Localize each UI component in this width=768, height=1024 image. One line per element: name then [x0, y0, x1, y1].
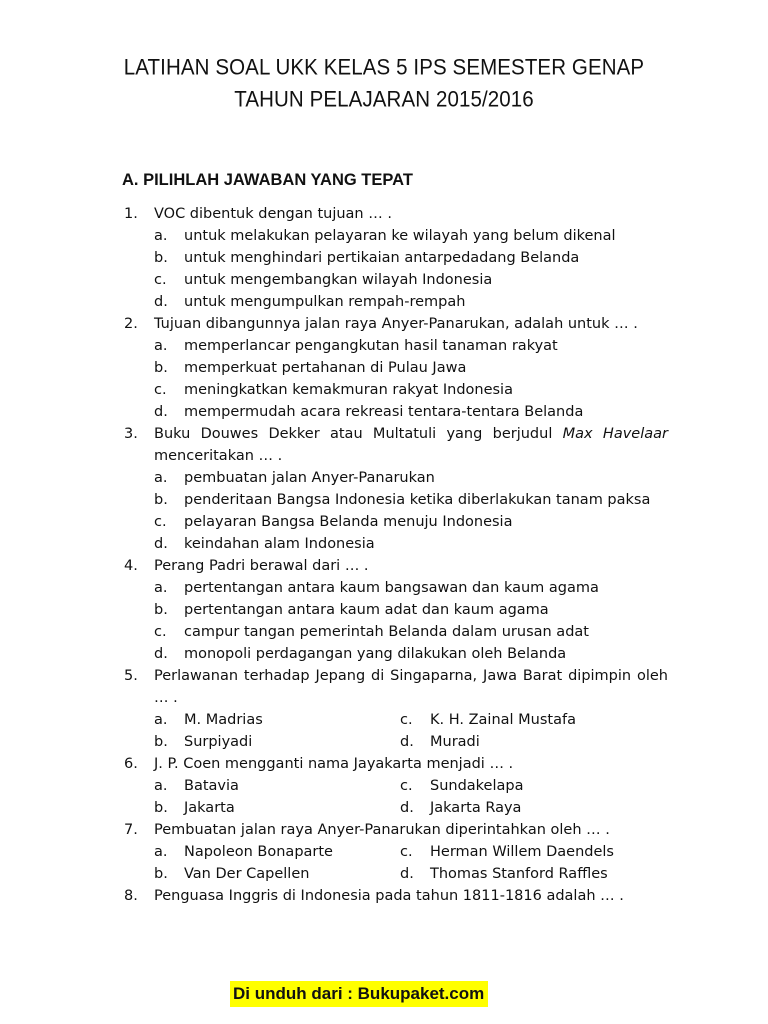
question-1 [0, 203, 768, 313]
question-text: Buku Douwes Dekker atau Multatuli yang berjudul Max Havelaar menceritakan … . [154, 426, 668, 464]
option-b: b. penderitaan Bangsa Indonesia ketika diberlakukan tanam paksa [0, 489, 768, 511]
option-c: c. campur tangan pemerintah Belanda dalam urusan adat [0, 621, 768, 643]
question-list [0, 203, 768, 907]
option-a: a. Napoleon Bonaparte [0, 841, 260, 863]
option-d: d. Thomas Stanford Raffles [0, 863, 260, 885]
option-c: c. K. H. Zainal Mustafa [0, 709, 260, 731]
option-a: a. pertentangan antara kaum bangsawan dan kaum agama [0, 577, 768, 599]
option-text: pelayaran Bangsa Belanda menuju Indonesia [184, 514, 513, 530]
option-b: b. pertentangan antara kaum adat dan kaum agama [0, 599, 768, 621]
option-list [0, 225, 768, 313]
option-d: d. monopoli perdagangan yang dilakukan oleh Belanda [0, 643, 768, 665]
option-a: a. pembuatan jalan Anyer-Panarukan [0, 467, 768, 489]
option-text: meningkatkan kemakmuran rakyat Indonesia [184, 382, 513, 398]
option-b: b. Van Der Capellen [0, 863, 260, 885]
option-c: c. Herman Willem Daendels [0, 841, 260, 863]
option-c: c. Sundakelapa [0, 775, 260, 797]
option-b: b. memperkuat pertahanan di Pulau Jawa [0, 357, 768, 379]
option-d: d. Muradi [0, 731, 260, 753]
option-grid [0, 841, 768, 885]
question-number: 4. [124, 558, 138, 574]
option-text: untuk menghindari pertikaian antarpedadang Belanda [184, 250, 580, 266]
question-6 [0, 753, 768, 819]
option-text: untuk melakukan pelayaran ke wilayah yang belum dikenal [184, 228, 616, 244]
option-text: keindahan alam Indonesia [184, 536, 375, 552]
option-text: Surpiyadi [184, 734, 253, 750]
option-d: d. mempermudah acara rekreasi tentara-tentara Belanda [0, 401, 768, 423]
option-a: a. Batavia [0, 775, 260, 797]
option-text: Herman Willem Daendels [430, 844, 614, 860]
question-number: 1. [124, 206, 138, 222]
option-text: Muradi [430, 734, 480, 750]
option-text: pembuatan jalan Anyer-Panarukan [184, 470, 435, 486]
option-text: mempermudah acara rekreasi tentara-tentara Belanda [184, 404, 584, 420]
document-title [0, 52, 768, 117]
option-text: pertentangan antara kaum bangsawan dan kaum agama [184, 580, 599, 596]
option-text: memperkuat pertahanan di Pulau Jawa [184, 360, 467, 376]
question-number: 6. [124, 756, 138, 772]
option-text: memperlancar pengangkutan hasil tanaman rakyat [184, 338, 558, 354]
option-text: monopoli perdagangan yang dilakukan oleh Belanda [184, 646, 567, 662]
option-list [0, 467, 768, 555]
download-source-banner: Di unduh dari : Bukupaket.com [230, 981, 488, 1007]
title-line-2: TAHUN PELAJARAN 2015/2016 [234, 87, 534, 113]
option-a: a. untuk melakukan pelayaran ke wilayah yang belum dikenal [0, 225, 768, 247]
option-text: Napoleon Bonaparte [184, 844, 333, 860]
option-text: Jakarta [184, 800, 235, 816]
question-number: 7. [124, 822, 138, 838]
question-text: J. P. Coen mengganti nama Jayakarta menjadi … . [154, 756, 514, 772]
option-text: Thomas Stanford Raffles [430, 866, 608, 882]
option-d: d. Jakarta Raya [0, 797, 260, 819]
question-5 [0, 665, 768, 753]
option-c: c. pelayaran Bangsa Belanda menuju Indonesia [0, 511, 768, 533]
option-text: Batavia [184, 778, 239, 794]
option-text: Van Der Capellen [184, 866, 310, 882]
option-text: M. Madrias [184, 712, 263, 728]
option-a: a. memperlancar pengangkutan hasil tanaman rakyat [0, 335, 768, 357]
question-text: Penguasa Inggris di Indonesia pada tahun 1811-1816 adalah … . [154, 888, 624, 904]
option-list [0, 577, 768, 665]
option-text: pertentangan antara kaum adat dan kaum agama [184, 602, 549, 618]
title-line-1: LATIHAN SOAL UKK KELAS 5 IPS SEMESTER GENAP [123, 54, 645, 80]
option-d: d. untuk mengumpulkan rempah-rempah [0, 291, 768, 313]
question-text: Perlawanan terhadap Jepang di Singaparna, Jawa Barat dipimpin oleh … . [154, 668, 668, 706]
option-a: a. M. Madrias [0, 709, 260, 731]
question-3 [0, 423, 768, 555]
option-grid [0, 709, 768, 753]
option-list [0, 335, 768, 423]
question-number: 5. [124, 668, 138, 684]
section-heading: A. PILIHLAH JAWABAN YANG TEPAT [122, 171, 413, 189]
question-8 [0, 885, 768, 907]
question-2 [0, 313, 768, 423]
option-text: untuk mengumpulkan rempah-rempah [184, 294, 466, 310]
option-d: d. keindahan alam Indonesia [0, 533, 768, 555]
question-number: 8. [124, 888, 138, 904]
book-title: Max Havelaar [562, 426, 668, 442]
option-text: campur tangan pemerintah Belanda dalam urusan adat [184, 624, 589, 640]
option-b: b. untuk menghindari pertikaian antarpedadang Belanda [0, 247, 768, 269]
option-b: b. Surpiyadi [0, 731, 260, 753]
question-text: Perang Padri berawal dari … . [154, 558, 369, 574]
option-text: untuk mengembangkan wilayah Indonesia [184, 272, 493, 288]
question-number: 2. [124, 316, 138, 332]
option-text: K. H. Zainal Mustafa [430, 712, 576, 728]
question-number: 3. [124, 426, 138, 442]
option-b: b. Jakarta [0, 797, 260, 819]
option-grid [0, 775, 768, 819]
option-text: Jakarta Raya [430, 800, 522, 816]
question-7 [0, 819, 768, 885]
question-text: Tujuan dibangunnya jalan raya Anyer-Panarukan, adalah untuk … . [154, 316, 638, 332]
option-c: c. untuk mengembangkan wilayah Indonesia [0, 269, 768, 291]
question-4 [0, 555, 768, 665]
option-text: Sundakelapa [430, 778, 524, 794]
question-text: Pembuatan jalan raya Anyer-Panarukan diperintahkan oleh … . [154, 822, 610, 838]
option-text: penderitaan Bangsa Indonesia ketika diberlakukan tanam paksa [184, 492, 651, 508]
option-c: c. meningkatkan kemakmuran rakyat Indonesia [0, 379, 768, 401]
question-text: VOC dibentuk dengan tujuan … . [154, 206, 392, 222]
